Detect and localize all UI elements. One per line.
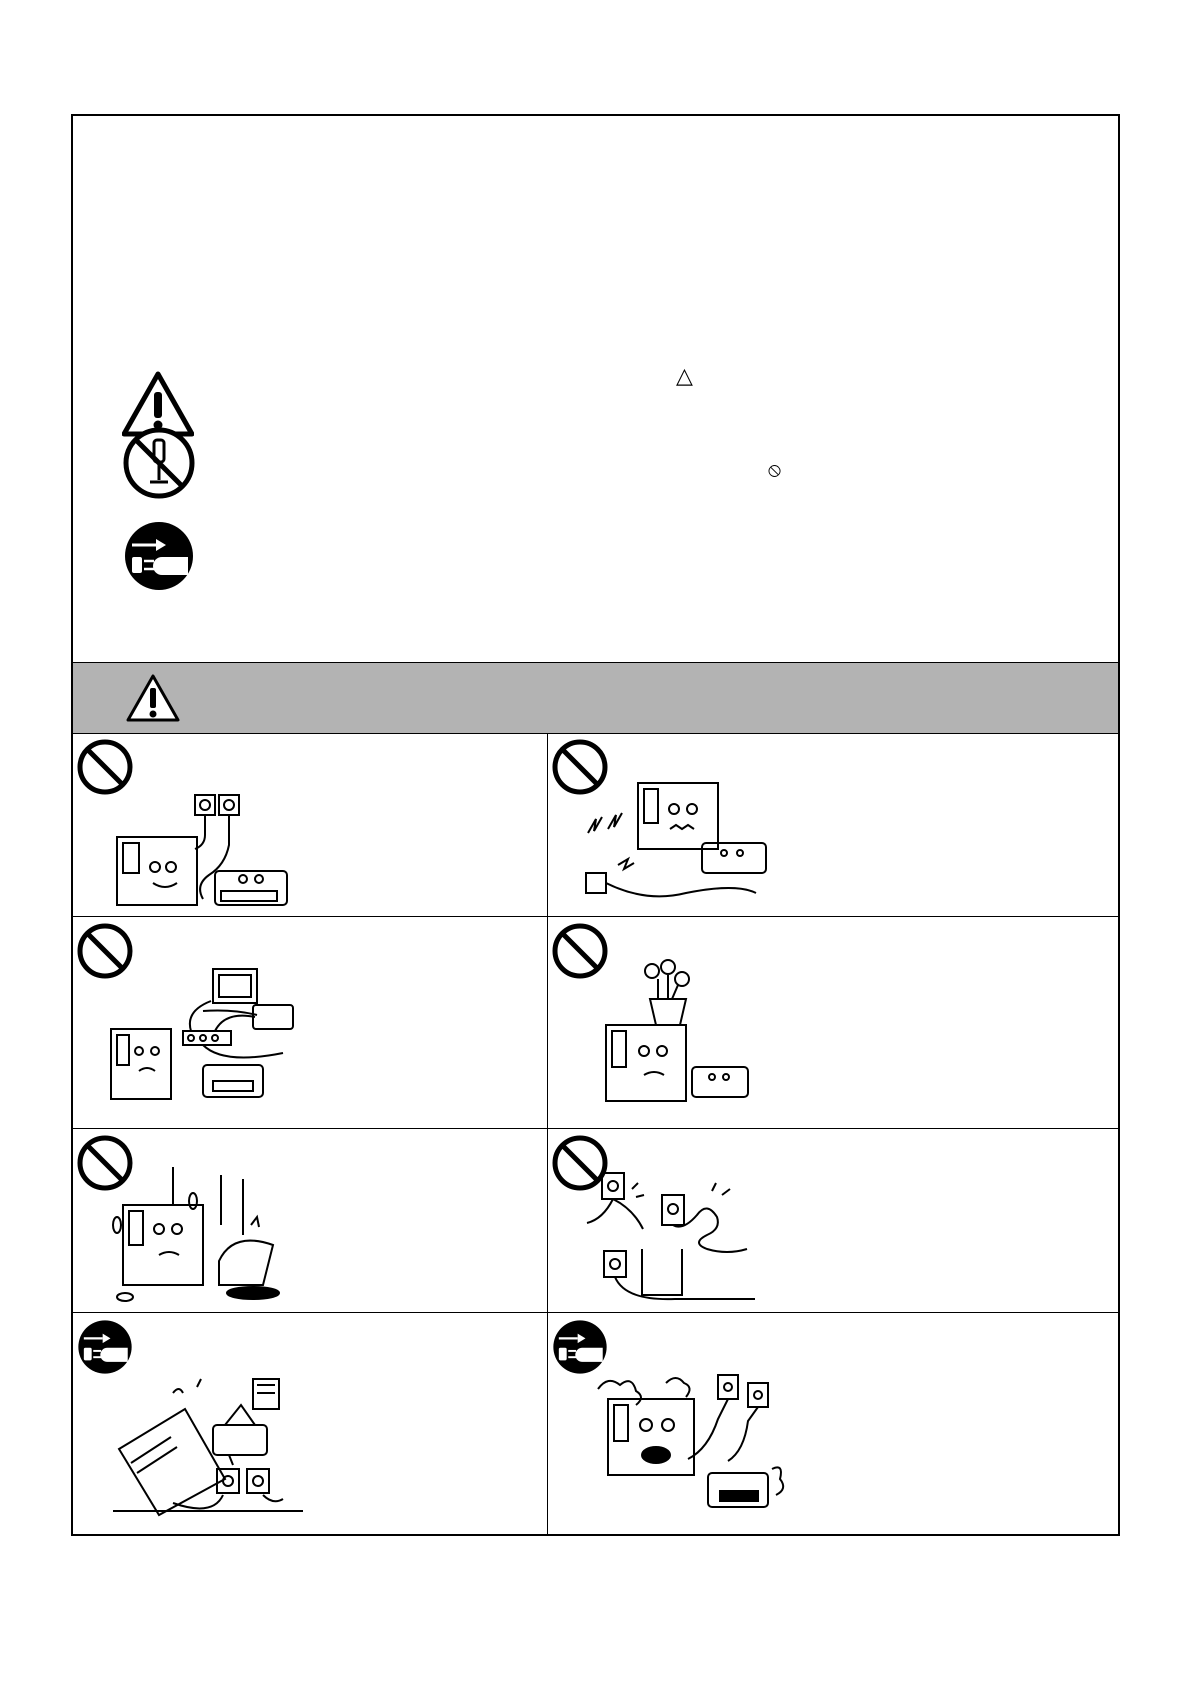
damaged-power-cords-illustration	[586, 1169, 766, 1309]
paperclips-falling-into-printer-illustration	[103, 1165, 303, 1305]
warning-cell-8	[548, 1313, 1118, 1534]
unplug-power-icon	[76, 1318, 134, 1376]
warning-cell-1	[73, 733, 548, 917]
unhappy-printer-sparking-outlet-illustration	[578, 773, 778, 909]
overloaded-power-strip-illustration	[103, 965, 303, 1105]
warning-cell-6	[548, 1129, 1118, 1313]
warning-cell-2	[548, 733, 1118, 917]
smoking-printer-unplug-illustration	[588, 1369, 788, 1519]
prohibited-icon	[76, 738, 134, 796]
no-disassembly-icon	[122, 426, 196, 500]
warning-banner	[73, 662, 1118, 734]
warning-cell-3	[73, 917, 548, 1129]
prohibited-inline-icon: ⦸	[768, 457, 782, 481]
warning-triangle-icon	[126, 673, 180, 723]
unplug-power-icon	[551, 1318, 609, 1376]
printer-and-fax-sharing-outlet-illustration	[113, 791, 293, 911]
warning-cell-4	[548, 917, 1118, 1129]
safety-precautions-frame	[71, 114, 1120, 1536]
dropped-printer-unplug-illustration	[113, 1373, 303, 1523]
unplug-power-icon	[122, 519, 196, 593]
warning-cell-5	[73, 1129, 548, 1313]
warning-cell-7	[73, 1313, 548, 1534]
flower-vase-on-printer-illustration	[592, 957, 752, 1107]
warning-triangle-inline-icon: △	[676, 364, 693, 389]
